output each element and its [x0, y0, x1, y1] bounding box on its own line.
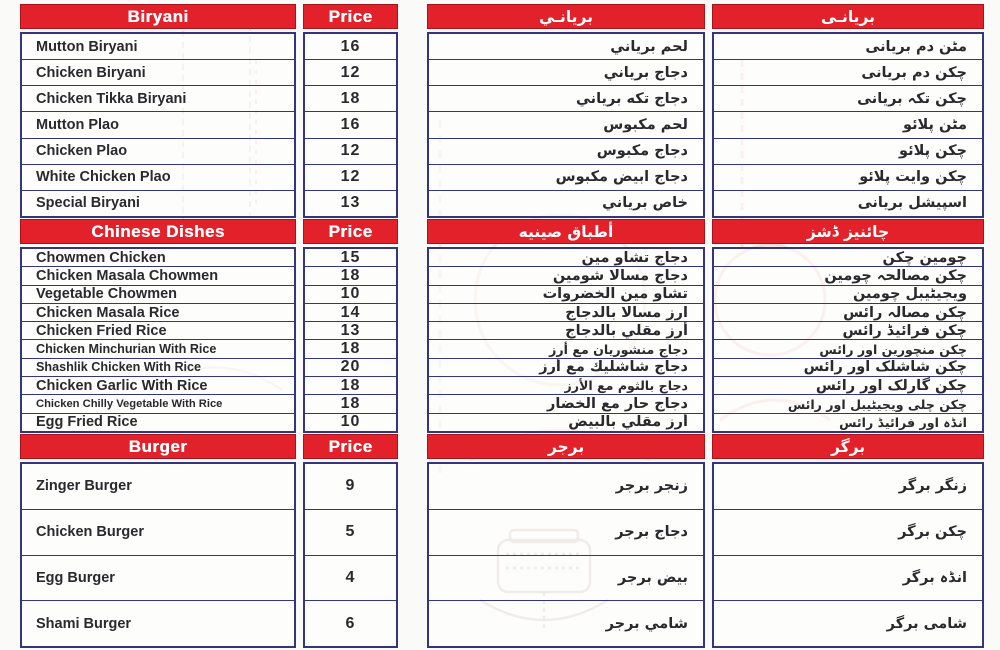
menu-item-ur: شامی برگر: [886, 615, 967, 632]
section-rows: [427, 32, 705, 218]
menu-item-price: 12: [305, 165, 396, 191]
menu-item-ur: چکن دم بریانی: [714, 60, 982, 86]
menu-item-price: 5: [305, 510, 396, 556]
menu-item-price: 16: [305, 112, 396, 138]
menu-item-ar: دجاج حار مع الخضار: [429, 395, 703, 413]
menu-item-en: Egg Burger: [22, 556, 294, 602]
menu-item-en: Chicken Masala Chowmen: [22, 267, 294, 285]
menu-item-ur: چکن فرائیڈ رائس: [714, 322, 982, 340]
menu-item-ar: دجاج شاشليك مع أرز: [429, 359, 703, 377]
menu-item-ur: چکن چلی ویجیٹیبل اور رائس: [714, 395, 982, 413]
section-header-en: Chinese Dishes: [20, 219, 296, 244]
menu-item-price: 4: [305, 556, 396, 602]
menu-item-ur: چکن گارلک اور رائس: [714, 377, 982, 395]
section-rows: [712, 462, 984, 648]
menu-item-ar: دجاج تشاو مين: [429, 249, 703, 267]
menu-item-ar: أرز مقلي بالدجاج: [429, 322, 703, 340]
menu-item-ar: دجاج برياني: [429, 60, 703, 86]
menu-item-price: 6: [345, 614, 356, 632]
menu-item-en: Special Biryani: [36, 195, 140, 212]
menu-item-price: 18: [305, 86, 396, 112]
menu-item-ur: چومین چکن: [714, 249, 982, 267]
section-header-ur: چائنیز ڈشز: [712, 219, 984, 244]
section-rows: [303, 247, 398, 433]
menu-item-ur: چکن مصالہ رائس: [714, 304, 982, 322]
menu-item-ur: چکن پلائو: [714, 139, 982, 165]
menu-item-en: Chicken Minchurian With Rice: [22, 340, 294, 358]
menu-item-price: 15: [305, 249, 396, 267]
column-prices: [303, 3, 398, 648]
menu-item-ar: زنجر برجر: [429, 464, 703, 510]
menu-item-ur: مٹن پلائو: [714, 112, 982, 138]
column-english-names: [20, 3, 296, 648]
section-header-ur: بریانـی: [712, 4, 984, 29]
menu-item-en: Zinger Burger: [22, 464, 294, 510]
menu-item-ar: دجاج برجر: [429, 510, 703, 556]
menu-item-price: 18: [305, 267, 396, 285]
menu-item-en: Chicken Masala Rice: [22, 304, 294, 322]
menu-item-price: 9: [305, 464, 396, 510]
menu-item-price: 18: [305, 395, 396, 413]
menu-item-en: Mutton Plao: [22, 112, 294, 138]
menu-item-price: 14: [305, 304, 396, 322]
menu-item-en: Chicken Burger: [22, 510, 294, 556]
menu-item-ur: اسپیشل بریانی: [857, 195, 967, 212]
menu-item-ar: دجاج مكبوس: [429, 139, 703, 165]
menu-item-ar: دجاج مسالا شومين: [429, 267, 703, 285]
section-rows: [20, 462, 296, 648]
menu-item-price: 20: [305, 359, 396, 377]
menu-item-ur: انڈہ اور فرائیڈ رائس: [839, 414, 967, 430]
menu-item-ur: مٹن دم بریانی: [714, 34, 982, 60]
section-header-ar: برجر: [427, 434, 705, 459]
column-arabic-names: [427, 3, 705, 648]
menu-item-ur: انڈہ برگر: [714, 556, 982, 602]
menu-item-en: Shashlik Chicken With Rice: [22, 359, 294, 377]
menu-item-ar: لحم مكبوس: [429, 112, 703, 138]
menu-item-price: 18: [305, 377, 396, 395]
menu-item-ar: بيض برجر: [429, 556, 703, 602]
section-rows: [20, 247, 296, 433]
menu-item-ur: ویجیٹیبل چومین: [714, 286, 982, 304]
menu-item-ar: دجاج منشوريان مع أرز: [429, 340, 703, 358]
menu-item-en: Chowmen Chicken: [22, 249, 294, 267]
section-rows: [20, 32, 296, 218]
section-rows: [303, 32, 398, 218]
menu-item-ur: چکن تکہ بریانی: [714, 86, 982, 112]
menu-item-en: Chicken Tikka Biryani: [22, 86, 294, 112]
menu-item-ur: چکن شاشلک اور رائس: [714, 359, 982, 377]
menu-item-ur: چکن برگر: [714, 510, 982, 556]
menu-item-price: 13: [305, 322, 396, 340]
section-rows: [712, 247, 984, 433]
menu-item-ar: دجاج بالثوم مع الأرز: [429, 377, 703, 395]
menu-item-ar: تشاو مين الخضروات: [429, 286, 703, 304]
menu-item-ar: ارز مسالا بالدجاج: [429, 304, 703, 322]
column-urdu-names: [712, 3, 984, 648]
menu-item-en: Mutton Biryani: [22, 34, 294, 60]
section-rows: [427, 462, 705, 648]
menu-item-price: 10: [305, 286, 396, 304]
menu-item-price: 16: [305, 34, 396, 60]
menu-item-ar: خاص برياني: [602, 195, 688, 212]
section-rows: [712, 32, 984, 218]
menu-item-en: Chicken Plao: [22, 139, 294, 165]
section-header-ar: أطباق صينيه: [427, 219, 705, 244]
menu-item-price: 10: [340, 413, 361, 431]
section-rows: [303, 462, 398, 648]
menu-item-en: Chicken Chilly Vegetable With Rice: [22, 395, 294, 413]
menu-item-ar: دجاج تكه برياني: [429, 86, 703, 112]
menu-item-en: Chicken Biryani: [22, 60, 294, 86]
menu-item-ur: چکن وایت پلائو: [714, 165, 982, 191]
section-header-price: Price: [303, 4, 398, 29]
menu-item-en: Egg Fried Rice: [36, 414, 138, 431]
section-header-price: Price: [303, 434, 398, 459]
section-rows: [427, 247, 705, 433]
menu-item-en: Chicken Fried Rice: [22, 322, 294, 340]
menu-item-en: Vegetable Chowmen: [22, 286, 294, 304]
menu-item-ur: چکن منچورین اور رائس: [714, 340, 982, 358]
menu-item-price: 13: [340, 194, 361, 212]
menu-item-price: 18: [305, 340, 396, 358]
menu-item-ur: زنگر برگر: [714, 464, 982, 510]
menu-item-ur: چکن مصالحہ چومین: [714, 267, 982, 285]
menu-item-en: Chicken Garlic With Rice: [22, 377, 294, 395]
menu-item-ar: شامي برجر: [605, 615, 688, 632]
menu-item-price: 12: [305, 139, 396, 165]
menu-item-price: 12: [305, 60, 396, 86]
menu-item-ar: لحم برياني: [429, 34, 703, 60]
menu-item-ar: أرز مقلي بالبيض: [568, 414, 688, 431]
section-header-en: Biryani: [20, 4, 296, 29]
section-header-ar: بريانـي: [427, 4, 705, 29]
section-header-ur: برگر: [712, 434, 984, 459]
menu-item-en: Shami Burger: [36, 615, 132, 632]
menu-item-en: White Chicken Plao: [22, 165, 294, 191]
menu-item-ar: دجاج ابيض مكبوس: [429, 165, 703, 191]
section-header-en: Burger: [20, 434, 296, 459]
section-header-price: Price: [303, 219, 398, 244]
